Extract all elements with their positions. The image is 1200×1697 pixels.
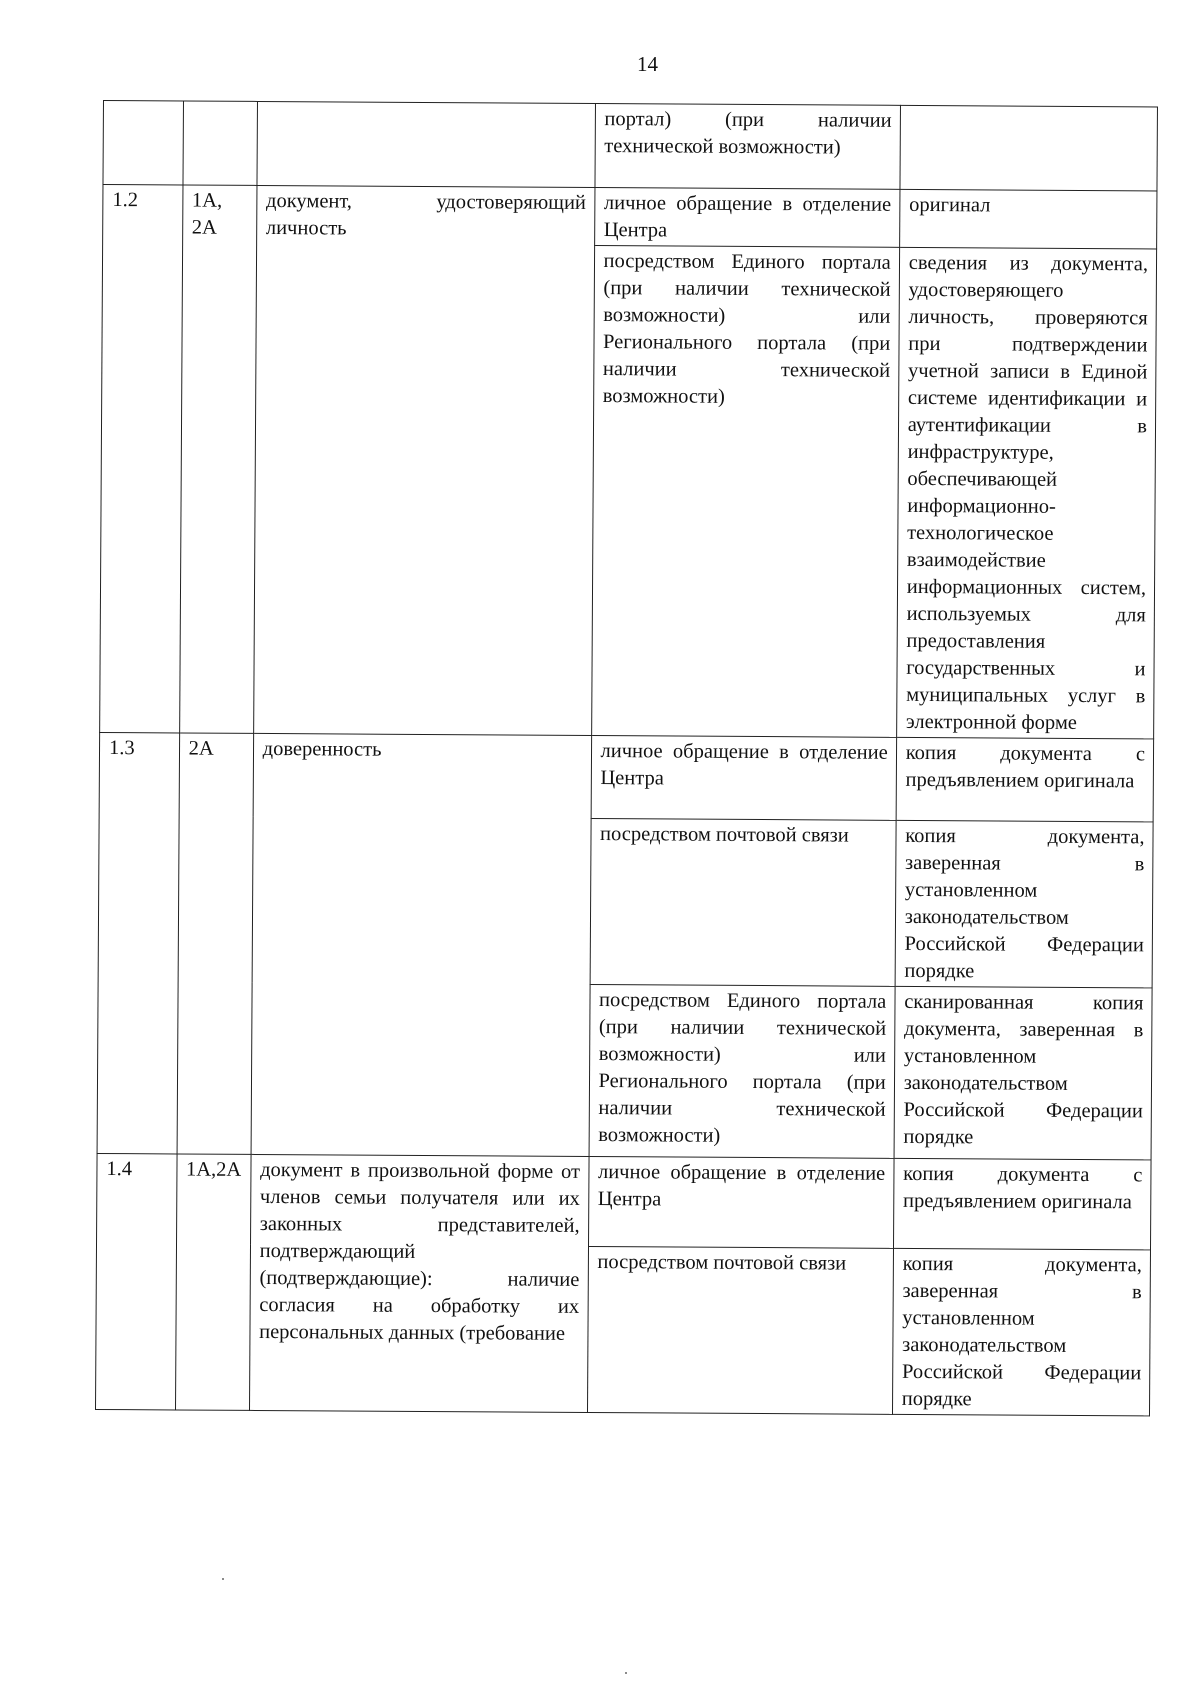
cell-category: 2А — [177, 733, 254, 1154]
cell-form: сведения из документа, удостоверяющего личность, проверяются при подтверждении учетной записи в Единой системе идентификации и аутентификации в инфраструктуре, обеспечивающей информационно-технологическое взаимодействие информационных систем, используемых для предоставления государственных и муниципальных услуг в электронной форме — [896, 247, 1156, 739]
cell-document — [257, 101, 595, 187]
cell-method: личное обращение в отделение Центра — [591, 735, 897, 820]
cell-form: копия документа с предъявлением оригинала — [896, 737, 1154, 822]
cell-method: посредством почтовой связи — [587, 1246, 893, 1414]
cell-form: сканированная копия документа, заверенная в установленном законодательством Российской Федерации порядке — [894, 986, 1152, 1160]
cell-number — [103, 101, 183, 185]
cell-document: документ в произвольной форме от членов семьи получателя или их законных представителей, подтверждающий (подтверждающие): наличие согласия на обработку их персональных данных (требование — [249, 1154, 588, 1412]
cell-document: доверенность — [251, 733, 591, 1156]
cell-number: 1.3 — [97, 732, 179, 1153]
cell-form: копия документа, заверенная в установленном законодательством Российской Федерации порядке — [895, 820, 1153, 988]
table-row — [103, 101, 1157, 191]
cell-form — [900, 105, 1158, 191]
cell-category: 1А, 2А — [179, 185, 256, 733]
cell-category: 1А,2А — [175, 1154, 251, 1410]
table-row — [99, 732, 1153, 821]
cell-number: 1.4 — [96, 1153, 177, 1409]
cell-method: посредством Единого портала (при наличии технической возможности) или Регионального портала (при наличии технической возможности) — [591, 246, 899, 738]
cell-form: копия документа, заверенная в установленном законодательством Российской Федерации порядке — [892, 1248, 1150, 1416]
table-row — [103, 185, 1157, 249]
cell-form: оригинал — [899, 189, 1157, 249]
cell-category — [183, 101, 258, 185]
cell-number: 1.2 — [100, 185, 183, 733]
document-table — [95, 100, 1158, 1416]
cell-method: посредством почтовой связи — [590, 818, 896, 986]
page-number: 14 — [637, 52, 658, 76]
cell-method: личное обращение в отделение Центра — [594, 188, 900, 248]
cell-method: личное обращение в отделение Центра — [588, 1156, 894, 1248]
scan-speck — [625, 1672, 627, 1674]
scan-speck — [222, 1578, 224, 1580]
cell-method: портал) (при наличии технической возможности) — [595, 104, 901, 190]
cell-document: документ, удостоверяющий личность — [253, 185, 594, 735]
cell-method: посредством Единого портала (при наличии технической возможности) или Регионального портала (при наличии технической возможности) — [589, 984, 895, 1158]
document-table-wrapper — [95, 100, 1158, 1416]
cell-form: копия документа с предъявлением оригинала — [893, 1158, 1151, 1250]
table-row — [97, 1153, 1152, 1249]
